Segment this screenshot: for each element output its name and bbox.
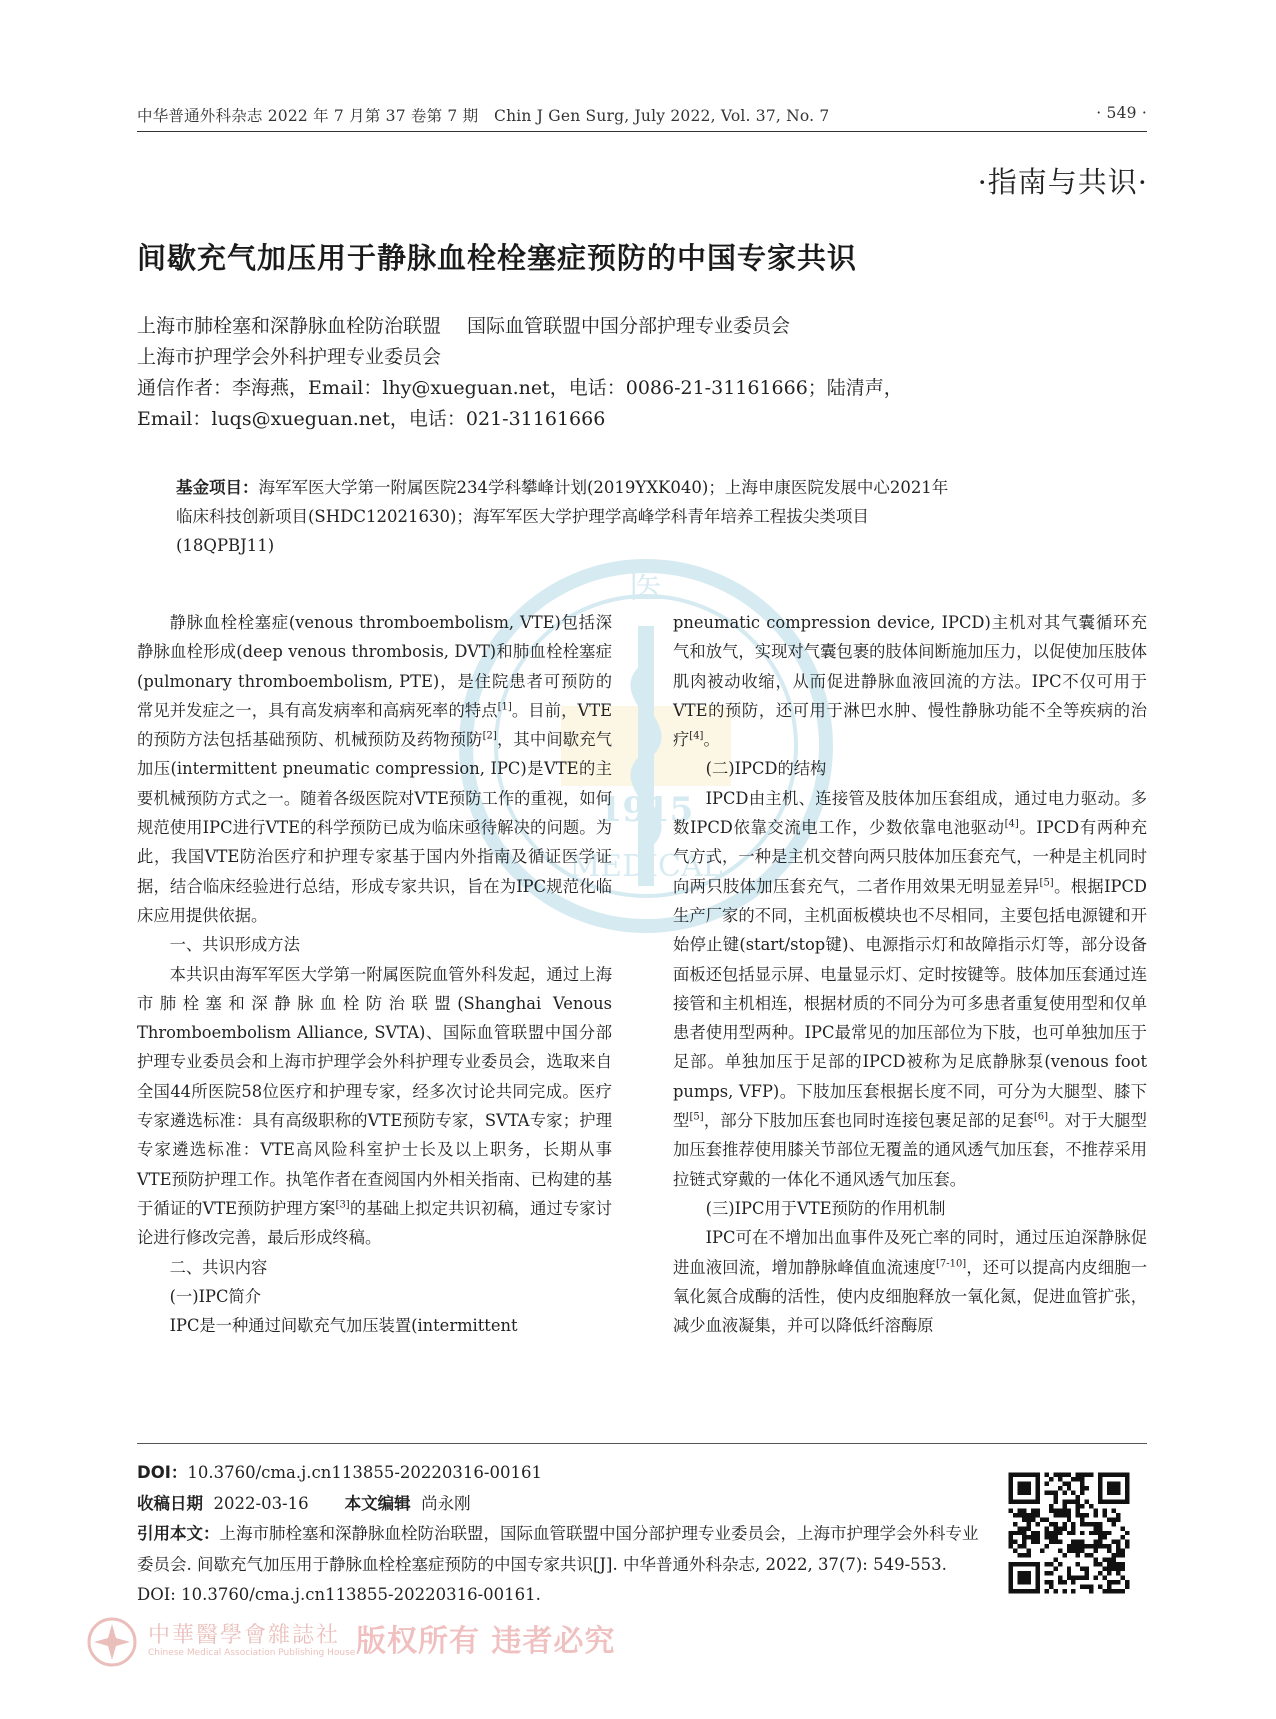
footer-rule (137, 1443, 1147, 1444)
paragraph: 本共识由海军军医大学第一附属医院血管外科发起，通过上海市肺栓塞和深静脉血栓防治联盟(Shanghai Venous Thromboembolism Alliance, SVTA)、国际血管联盟中国分部护理专业委员会和上海市护理学会外科护理专业委员会，选取来自全国44所医院58位医疗和护理专家，经多次讨论共同完成。医疗专家遴选标准：具有高级职称的VTE预防专家，SVTA专家；护理专家遴选标准：VTE高风险科室护士长及以上职务，长期从事VTE预防护理工作。执笔作者在查阅国内外相关指南、已构建的基于循证的VTE预防护理方案[3]的基础上拟定共识初稿，通过专家讨论进行修改完善，最后形成终稿。 (137, 964, 612, 1248)
received-line: 收稿日期 2022-03-16 本文编辑 尚永刚 (137, 1493, 471, 1513)
citation-ref: [6] (1033, 1111, 1048, 1123)
author-org-2: 国际血管联盟中国分部护理专业委员会 (467, 315, 791, 337)
article-title: 间歇充气加压用于静脉血栓栓塞症预防的中国专家共识 (137, 241, 858, 275)
page-number: · 549 · (1096, 104, 1147, 122)
citation-ref: [3] (335, 1199, 350, 1211)
subsection-heading: (二)IPCD的结构 (705, 759, 827, 779)
author-org-1: 上海市肺栓塞和深静脉血栓防治联盟 (137, 315, 442, 337)
watermark-year: 1915 (598, 790, 694, 830)
citation-ref: [4] (689, 730, 704, 742)
citation-ref: [2] (482, 730, 497, 742)
copyright-slogan: 版权所有 违者必究 (356, 1624, 616, 1659)
doi-line: DOI：10.3760/cma.j.cn113855-20220316-00161 (137, 1463, 542, 1482)
citation-ref: [4] (1004, 818, 1019, 830)
body-column-right (673, 608, 1147, 1340)
subsection-heading: (三)IPC用于VTE预防的作用机制 (705, 1198, 946, 1218)
doi-link[interactable]: 10.3760/cma.j.cn113855-20220316-00161 (187, 1463, 542, 1482)
header-rule (137, 131, 1147, 132)
paragraph: 静脉血栓栓塞症(venous thromboembolism, VTE)包括深静脉血栓形成(deep venous thrombosis, DVT)和肺血栓栓塞症(pulmonary thromboembolism, PTE)，是住院患者可预防的常见并发症之一，具有高发病率和高病死率的特点[1]。目前，VTE的预防方法包括基础预防、机械预防及药物预防[2]，其中间歇充气加压(intermittent pneumatic compression, IPC)是VTE的主要机械预防方式之一。随着各级医院对VTE预防工作的重视，如何规范使用IPC进行VTE的科学预防已成为临床亟待解决的问题。为此，我国VTE防治医疗和护理专家基于国内外指南及循证医学证据，结合临床经验进行总结，形成专家共识，旨在为IPC规范化临床应用提供依据。 (137, 613, 612, 925)
subsection-heading: (一)IPC简介 (169, 1286, 261, 1306)
section-heading: 一、共识形成方法 (169, 935, 300, 955)
paragraph: pneumatic compression device, IPCD)主机对其气囊循环充气和放气，实现对气囊包裹的肢体间断施加压力，以促使加压肢体肌肉被动收缩，从而促进静脉血液回流的方法。IPC不仅可用于VTE的预防，还可用于淋巴水肿、慢性静脉功能不全等疾病的治疗[4]。 (673, 613, 1147, 750)
publisher-watermark (86, 1616, 616, 1666)
fund-block (176, 473, 956, 560)
paragraph: IPC是一种通过间歇充气加压装置(intermittent (169, 1316, 518, 1336)
publisher-name: 中華醫學會雜誌社 (148, 1623, 341, 1648)
citation-ref: [7-10] (935, 1258, 967, 1270)
qr-code[interactable] (1004, 1468, 1134, 1598)
watermark-char: 医 (629, 567, 663, 607)
publisher-logo-icon (86, 1616, 138, 1668)
section-heading: 二、共识内容 (169, 1257, 268, 1277)
fund-text: 海军军医大学第一附属医院234学科攀峰计划(2019YXK040)；上海申康医院发展中心2021年临床科技创新项目(SHDC12021630)；海军军医大学护理学高峰学科青年培养工程拔尖类项目(18QPBJ11) (176, 478, 949, 555)
contact-line-1: 通信作者：李海燕，Email：lhy@xueguan.net，电话：0086-21-31161666；陆清声， (137, 377, 903, 399)
author-line-1 (137, 311, 1147, 342)
paragraph: IPC可在不增加出血事件及死亡率的同时，通过压迫深静脉促进血液回流，增加静脉峰值血流速度[7-10]，还可以提高内皮细胞一氧化氮合成酶的活性，使内皮细胞释放一氧化氮，促进血管扩张，减少血液凝集，并可以降低纤溶酶原 (673, 1228, 1147, 1336)
citation-ref: [5] (689, 1111, 704, 1123)
column-tag: ·指南与共识· (977, 165, 1148, 199)
citation-ref: [1] (497, 701, 512, 713)
body-column-left (137, 608, 612, 1340)
article-footer (137, 1458, 987, 1611)
paragraph: IPCD由主机、连接管及肢体加压套组成，通过电力驱动。多数IPCD依靠交流电工作，少数依靠电池驱动[4]。IPCD有两种充气方式，一种是主机交替向两只肢体加压套充气，一种是主机同时向两只肢体加压套充气，二者作用效果无明显差异[5]。根据IPCD生产厂家的不同，主机面板模块也不尽相同，主要包括电源键和开始停止键(start/stop键)、电源指示灯和故障指示灯等，部分设备面板还包括显示屏、电量显示灯、定时按键等。肢体加压套通过连接管和主机相连，根据材质的不同分为可多患者重复使用型和仅单患者使用型两种。IPC最常见的加压部位为下肢，也可单独加压于足部。单独加压于足部的IPCD被称为足底静脉泵(venous foot pumps, VFP)。下肢加压套根据长度不同，可分为大腿型、膝下型[5]，部分下肢加压套也同时连接包裹足部的足套[6]。对于大腿型加压套推荐使用膝关节部位无覆盖的通风透气加压套，不推荐采用拉链式穿戴的一体化不通风透气加压套。 (673, 788, 1147, 1189)
watermark-english: MEDICAL (569, 849, 723, 884)
publisher-english: Chinese Medical Association Publishing House (148, 1648, 356, 1658)
author-org-3: 上海市护理学会外科护理专业委员会 (137, 346, 442, 368)
running-header (137, 104, 1147, 126)
author-block (137, 311, 1147, 435)
journal-line: 中华普通外科杂志 2022 年 7 月第 37 卷第 7 期 Chin J Gen Surg, July 2022, Vol. 37, No. 7 (137, 107, 830, 125)
citation-line: 引用本文：上海市肺栓塞和深静脉血栓防治联盟，国际血管联盟中国分部护理专业委员会，上海市护理学会外科专业委员会. 间歇充气加压用于静脉血栓栓塞症预防的中国专家共识[J]. 中华普通外科杂志, 2022, 37(7): 549-553. DOI: 10.3760/cma.j.cn113855-20220316-00161. (137, 1524, 979, 1604)
fund-label: 基金项目： (176, 478, 259, 497)
citation-ref: [5] (1039, 877, 1054, 889)
contact-line-2: Email：luqs@xueguan.net，电话：021-31161666 (137, 408, 606, 430)
